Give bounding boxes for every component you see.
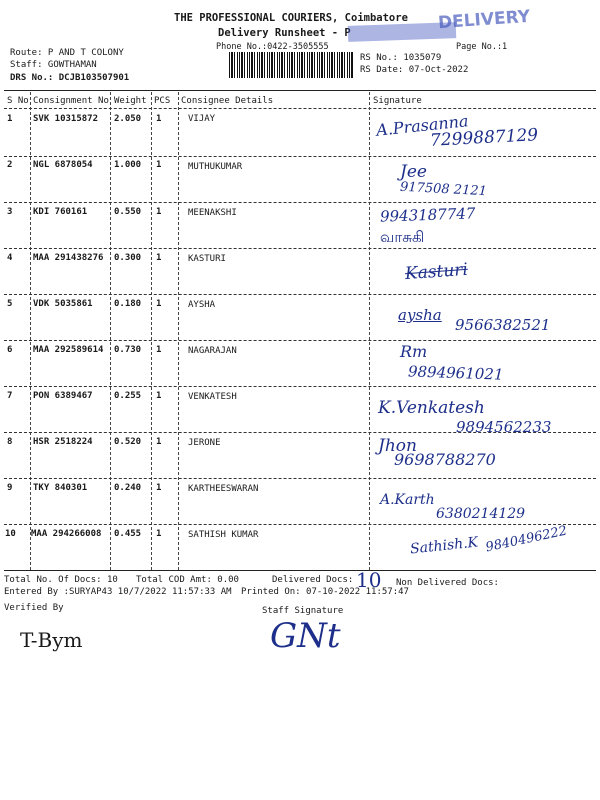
- rs-date: RS Date: 07-Oct-2022: [360, 65, 469, 75]
- signature: வாசுகி: [380, 228, 425, 246]
- signature: Jhon: [378, 436, 417, 456]
- signature: aysha: [398, 306, 442, 324]
- column-header-consignment: Consignment No: [33, 96, 109, 106]
- route-label: Route: P AND T COLONY: [10, 48, 124, 58]
- column-header-signature: Signature: [373, 96, 422, 106]
- table-row: [0, 478, 600, 524]
- row-weight: 0.520: [114, 437, 142, 447]
- stamp-mark: [348, 22, 456, 42]
- page-number: Page No.:1: [456, 42, 508, 52]
- signature-phone: 6380214129: [436, 506, 526, 522]
- row-consignment: HSR 2518224: [33, 437, 93, 447]
- row-sno: 9: [7, 483, 13, 493]
- signature-phone: 9943187747: [379, 204, 476, 226]
- drs-number: DRS No.: DCJB103507901: [10, 73, 130, 83]
- row-weight: 0.240: [114, 483, 142, 493]
- table-top-border: [4, 90, 596, 91]
- table-row: [0, 110, 600, 156]
- total-cod: Total COD Amt: 0.00: [136, 575, 239, 585]
- row-sno: 4: [7, 253, 13, 263]
- row-consignment: SVK 10315872: [33, 114, 99, 124]
- column-header-pcs: PCS: [154, 96, 171, 106]
- row-sno: 1: [7, 114, 13, 124]
- header-separator: [4, 108, 596, 109]
- row-consignee: KASTURI: [188, 254, 226, 264]
- row-consignee: NAGARAJAN: [188, 346, 237, 356]
- row-weight: 0.550: [114, 207, 142, 217]
- row-pcs: 1: [156, 253, 162, 263]
- row-pcs: 1: [156, 207, 162, 217]
- row-consignment: MAA 291438276: [33, 253, 104, 263]
- row-consignee: KARTHEESWARAN: [188, 484, 259, 494]
- row-sno: 8: [7, 437, 13, 447]
- signature: A.Prasanna: [375, 111, 470, 140]
- row-pcs: 1: [156, 299, 162, 309]
- non-delivered-docs-label: Non Delivered Docs:: [396, 578, 499, 588]
- signature: Rm: [400, 342, 428, 361]
- signature-phone: 9840496222: [484, 523, 569, 556]
- row-consignee: VIJAY: [188, 114, 216, 124]
- row-sno: 3: [7, 207, 13, 217]
- row-consignee: JERONE: [188, 438, 221, 448]
- row-sno: 5: [7, 299, 13, 309]
- row-sno: 7: [7, 391, 13, 401]
- verified-by-label: Verified By: [4, 603, 64, 613]
- table-row: [0, 156, 600, 202]
- printed-on: Printed On: 07-10-2022 11:57:47: [241, 587, 409, 597]
- signature-phone: 7299887129: [429, 125, 539, 151]
- row-consignment: KDI 760161: [33, 207, 88, 217]
- staff-signature: GNt: [270, 616, 341, 656]
- row-consignee: MUTHUKUMAR: [188, 162, 243, 172]
- signature-phone: 9698788270: [394, 450, 496, 469]
- entered-by: Entered By :SURYAP43 10/7/2022 11:57:33 AM: [4, 587, 232, 597]
- table-row: [0, 248, 600, 294]
- row-consignee: VENKATESH: [188, 392, 237, 402]
- row-sno: 6: [7, 345, 13, 355]
- delivered-docs-label: Delivered Docs:: [272, 575, 354, 585]
- row-consignment: TKY 840301: [33, 483, 88, 493]
- signature-phone: 9566382521: [455, 316, 551, 334]
- table-row: [0, 340, 600, 386]
- row-consignment: PON 6389467: [33, 391, 93, 401]
- column-header-sno: S No: [7, 96, 29, 106]
- row-consignee: MEENAKSHI: [188, 208, 237, 218]
- verified-signature: T-Bym: [20, 628, 83, 652]
- column-header-weight: Weight: [114, 96, 147, 106]
- row-weight: 0.455: [114, 529, 142, 539]
- table-row: [0, 294, 600, 340]
- row-sno: 2: [7, 160, 13, 170]
- row-sno: 10: [5, 529, 16, 539]
- row-pcs: 1: [156, 483, 162, 493]
- row-weight: 2.050: [114, 114, 142, 124]
- row-pcs: 1: [156, 529, 162, 539]
- signature: Kasturi: [404, 259, 469, 285]
- table-row: [0, 524, 600, 570]
- row-pcs: 1: [156, 114, 162, 124]
- signature: A.Karth: [380, 492, 435, 508]
- signature: K.Venkatesh: [378, 398, 485, 418]
- document-title: Delivery Runsheet - P: [218, 27, 351, 39]
- row-pcs: 1: [156, 437, 162, 447]
- row-weight: 0.180: [114, 299, 142, 309]
- total-docs: Total No. Of Docs: 10: [4, 575, 118, 585]
- delivery-stamp: DELIVERY: [437, 6, 531, 34]
- row-weight: 0.255: [114, 391, 142, 401]
- row-consignment: MAA 292589614: [33, 345, 104, 355]
- row-weight: 0.300: [114, 253, 142, 263]
- signature: Jee: [400, 162, 427, 182]
- phone-number: Phone No.:0422-3505555: [216, 42, 329, 52]
- row-pcs: 1: [156, 345, 162, 355]
- row-consignment: NGL 6878054: [33, 160, 93, 170]
- rs-number: RS No.: 1035079: [360, 53, 442, 63]
- table-row: [0, 386, 600, 436]
- signature-phone: 9894562233: [456, 418, 552, 436]
- delivered-docs-count: 10: [356, 568, 382, 592]
- table-bottom-border: [4, 570, 596, 571]
- row-weight: 1.000: [114, 160, 142, 170]
- table-row: [0, 432, 600, 478]
- row-consignment: MAA 294266008: [31, 529, 102, 539]
- table-row: [0, 202, 600, 248]
- signature-phone: 9894961021: [407, 362, 504, 384]
- company-name: THE PROFESSIONAL COURIERS, Coimbatore: [174, 12, 408, 24]
- column-header-consignee: Consignee Details: [181, 96, 274, 106]
- row-consignment: VDK 5035861: [33, 299, 93, 309]
- barcode: [229, 52, 353, 78]
- row-pcs: 1: [156, 391, 162, 401]
- row-consignee: AYSHA: [188, 300, 216, 310]
- signature: Sathish.K: [409, 534, 479, 558]
- signature-phone: 917508 2121: [399, 179, 488, 200]
- row-consignee: SATHISH KUMAR: [188, 530, 259, 540]
- row-weight: 0.730: [114, 345, 142, 355]
- staff-label: Staff: GOWTHAMAN: [10, 60, 97, 70]
- staff-signature-label: Staff Signature: [262, 606, 344, 616]
- row-pcs: 1: [156, 160, 162, 170]
